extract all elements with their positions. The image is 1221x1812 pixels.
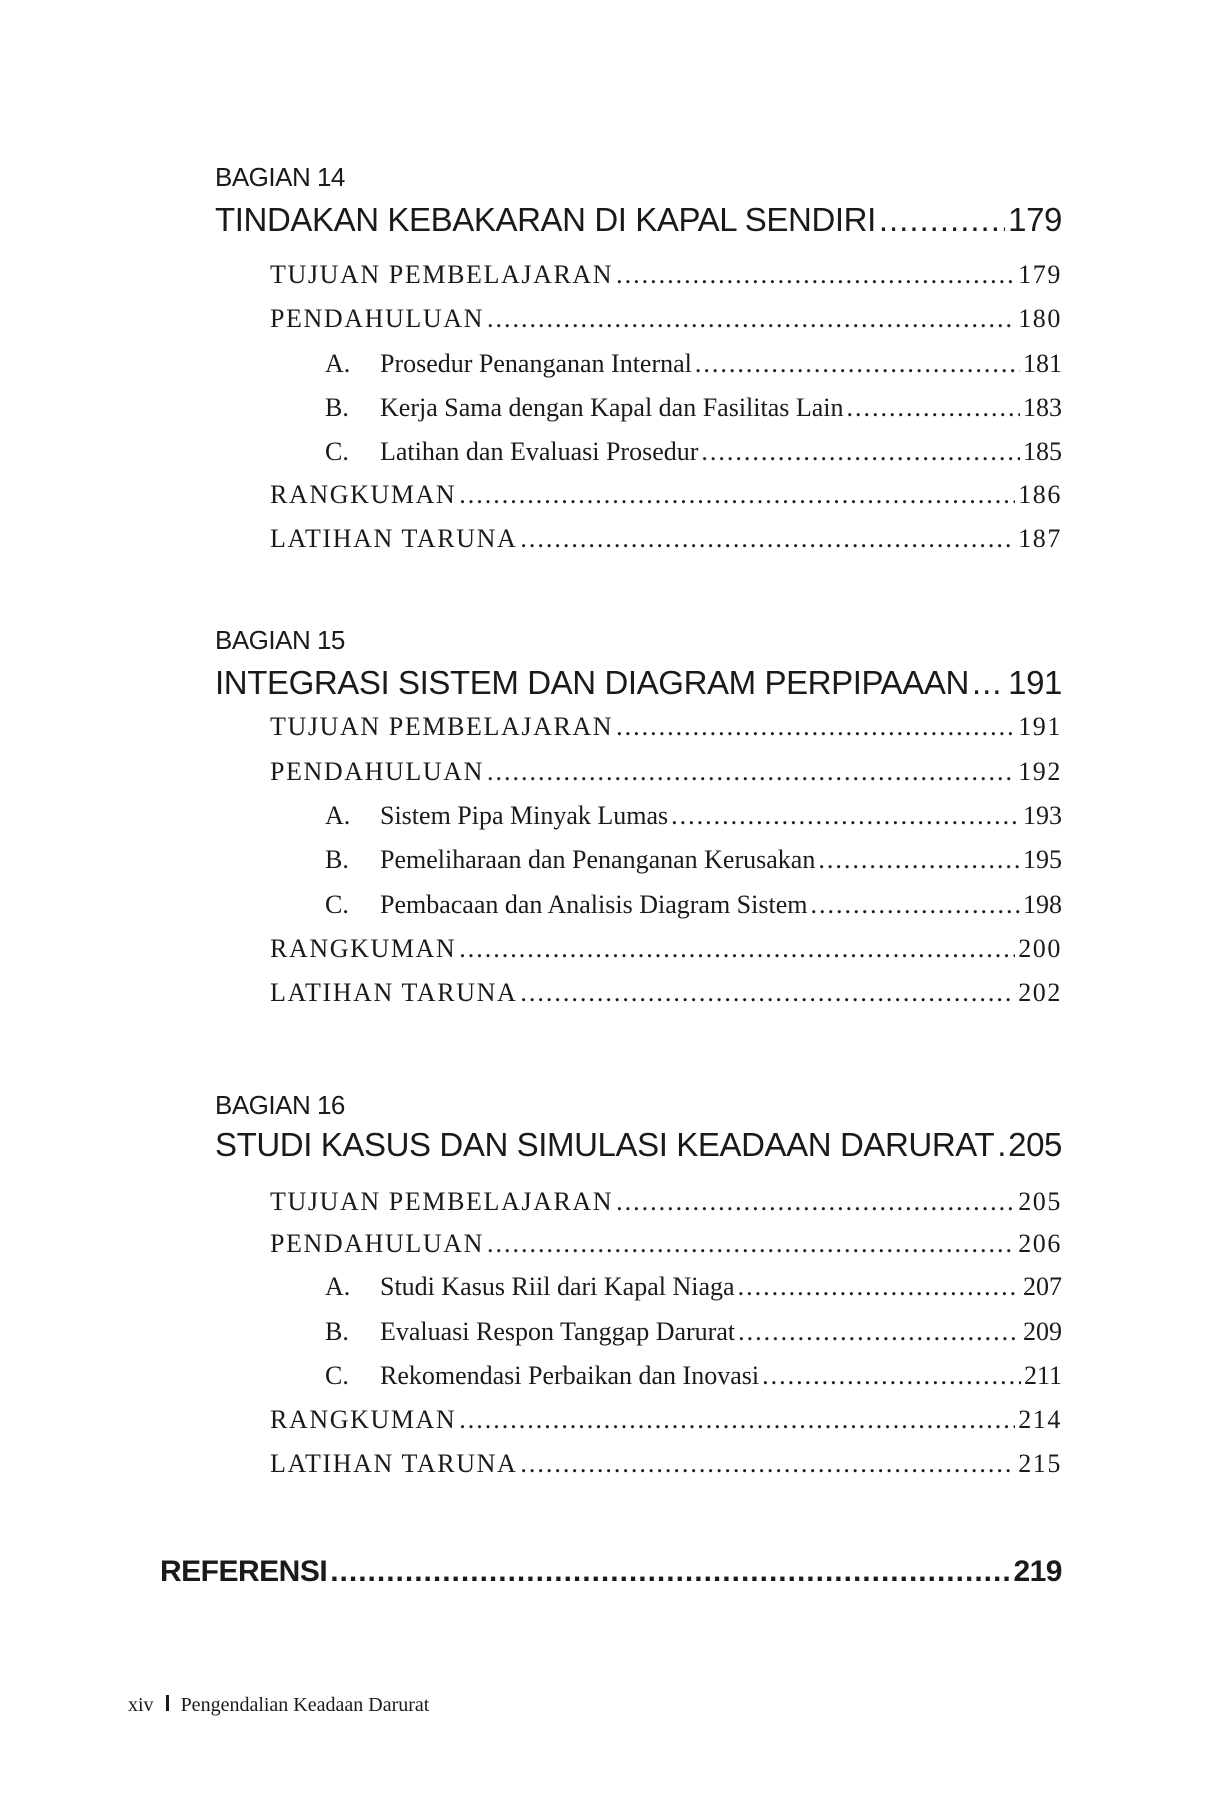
page-number: 202 [1018,978,1062,1007]
page-number: 200 [1018,934,1062,963]
page-number: 205 [1018,1187,1062,1216]
toc-subentry[interactable] [325,351,1062,377]
chapter-title-text: STUDI KASUS DAN SIMULASI KEADAAN DARURAT [215,1126,995,1163]
entry-text: Evaluasi Respon Tanggap Darurat [380,1317,736,1346]
page-number: 179 [1008,201,1062,238]
page-number: 185 [1023,437,1062,466]
dot-leader [459,1407,1015,1433]
toc-entry[interactable] [270,482,1062,508]
entry-text: TUJUAN PEMBELAJARAN [270,712,614,741]
dot-leader [695,351,1020,377]
toc-entry[interactable] [270,980,1062,1006]
entry-text: LATIHAN TARUNA [270,978,518,1007]
page-number: 205 [1008,1126,1062,1163]
page-number: 214 [1018,1405,1062,1434]
toc-entry[interactable] [270,306,1062,332]
section-label: BAGIAN 14 [215,162,345,192]
page-number: 209 [1023,1317,1062,1346]
references-text: REFERENSI [160,1555,328,1588]
toc-subentry[interactable] [325,847,1062,873]
dot-leader [487,1231,1015,1257]
entry-text: PENDAHULUAN [270,1229,485,1258]
page-number: 186 [1018,480,1062,509]
entry-letter: C. [325,437,349,466]
entry-text: LATIHAN TARUNA [270,524,518,553]
dot-leader [616,714,1015,740]
page-number: 192 [1018,757,1062,786]
toc-chapter-title[interactable] [215,1128,1062,1161]
page-number: 191 [1008,664,1062,701]
dot-leader [738,1274,1020,1300]
entry-letter: B. [325,393,349,422]
entry-text: Pembacaan dan Analisis Diagram Sistem [380,890,808,919]
toc-subentry[interactable] [325,1274,1062,1300]
toc-entry[interactable] [270,1407,1062,1433]
dot-leader [459,482,1015,508]
dot-leader [616,1189,1015,1215]
entry-text: Sistem Pipa Minyak Lumas [380,801,669,830]
entry-text: Studi Kasus Riil dari Kapal Niaga [380,1272,735,1301]
chapter-title-text: INTEGRASI SISTEM DAN DIAGRAM PERPIPAAAN [215,664,969,701]
dot-leader [847,395,1020,421]
toc-entry[interactable] [270,1231,1062,1257]
entry-text: Latihan dan Evaluasi Prosedur [380,437,699,466]
entry-text: Kerja Sama dengan Kapal dan Fasilitas Lain [380,393,844,422]
page-footer [128,1694,429,1717]
page-number: 195 [1023,845,1062,874]
dot-leader [762,1363,1021,1389]
entry-text: Prosedur Penanganan Internal [380,349,692,378]
entry-text: PENDAHULUAN [270,757,485,786]
section-label: BAGIAN 15 [215,625,345,655]
entry-text: TUJUAN PEMBELAJARAN [270,1187,614,1216]
toc-subentry[interactable] [325,1319,1062,1345]
entry-text: RANGKUMAN [270,934,457,963]
page-number: 215 [1018,1449,1062,1478]
dot-leader [972,666,1005,699]
page-number: 211 [1023,1361,1062,1390]
toc-entry[interactable] [270,1189,1062,1215]
entry-text: RANGKUMAN [270,1405,457,1434]
toc-references[interactable] [160,1557,1062,1587]
footer-page-number: xiv [128,1694,154,1716]
dot-leader [520,1451,1015,1477]
chapter-title-text: TINDAKAN KEBAKARAN DI KAPAL SENDIRI [215,201,876,238]
dot-leader [879,203,1005,236]
entry-text: Pemeliharaan dan Penanganan Kerusakan [380,845,816,874]
page-number: 180 [1018,304,1062,333]
entry-letter: A. [325,801,351,830]
dot-leader [487,759,1015,785]
dot-leader [520,526,1015,552]
entry-letter: B. [325,845,349,874]
toc-subentry[interactable] [325,892,1062,918]
page-number: 181 [1023,349,1062,378]
entry-letter: A. [325,1272,351,1301]
page-number: 183 [1023,393,1062,422]
entry-letter: C. [325,1361,349,1390]
section-label: BAGIAN 16 [215,1090,345,1120]
dot-leader [818,847,1020,873]
toc-entry[interactable] [270,526,1062,552]
entry-text: PENDAHULUAN [270,304,485,333]
entry-letter: B. [325,1317,349,1346]
toc-subentry[interactable] [325,1363,1062,1389]
page-number: 207 [1023,1272,1062,1301]
entry-text: Rekomendasi Perbaikan dan Inovasi [380,1361,760,1390]
toc-subentry[interactable] [325,439,1062,465]
toc-entry[interactable] [270,936,1062,962]
page-number: 179 [1018,260,1062,289]
toc-chapter-title[interactable] [215,203,1062,236]
dot-leader [330,1557,1010,1587]
page-number: 191 [1018,712,1062,741]
entry-letter: A. [325,349,351,378]
toc-entry[interactable] [270,759,1062,785]
dot-leader [459,936,1015,962]
entry-letter: C. [325,890,349,919]
dot-leader [738,1319,1020,1345]
entry-text: RANGKUMAN [270,480,457,509]
page-number: 219 [1013,1555,1062,1588]
dot-leader [520,980,1015,1006]
page-number: 193 [1023,801,1062,830]
entry-text: LATIHAN TARUNA [270,1449,518,1478]
page-number: 206 [1018,1229,1062,1258]
toc-entry[interactable] [270,1451,1062,1477]
page-number: 198 [1023,890,1062,919]
dot-leader [487,306,1015,332]
dot-leader [671,803,1020,829]
footer-separator [166,1695,169,1711]
dot-leader [616,262,1015,288]
toc-subentry[interactable] [325,395,1062,421]
toc-entry[interactable] [270,714,1062,740]
dot-leader [997,1128,1005,1161]
page-number: 187 [1018,524,1062,553]
toc-chapter-title[interactable] [215,666,1062,699]
dot-leader [701,439,1020,465]
toc-entry[interactable] [270,262,1062,288]
entry-text: TUJUAN PEMBELAJARAN [270,260,614,289]
toc-subentry[interactable] [325,803,1062,829]
footer-book-title: Pengendalian Keadaan Darurat [180,1694,430,1716]
dot-leader [810,892,1020,918]
